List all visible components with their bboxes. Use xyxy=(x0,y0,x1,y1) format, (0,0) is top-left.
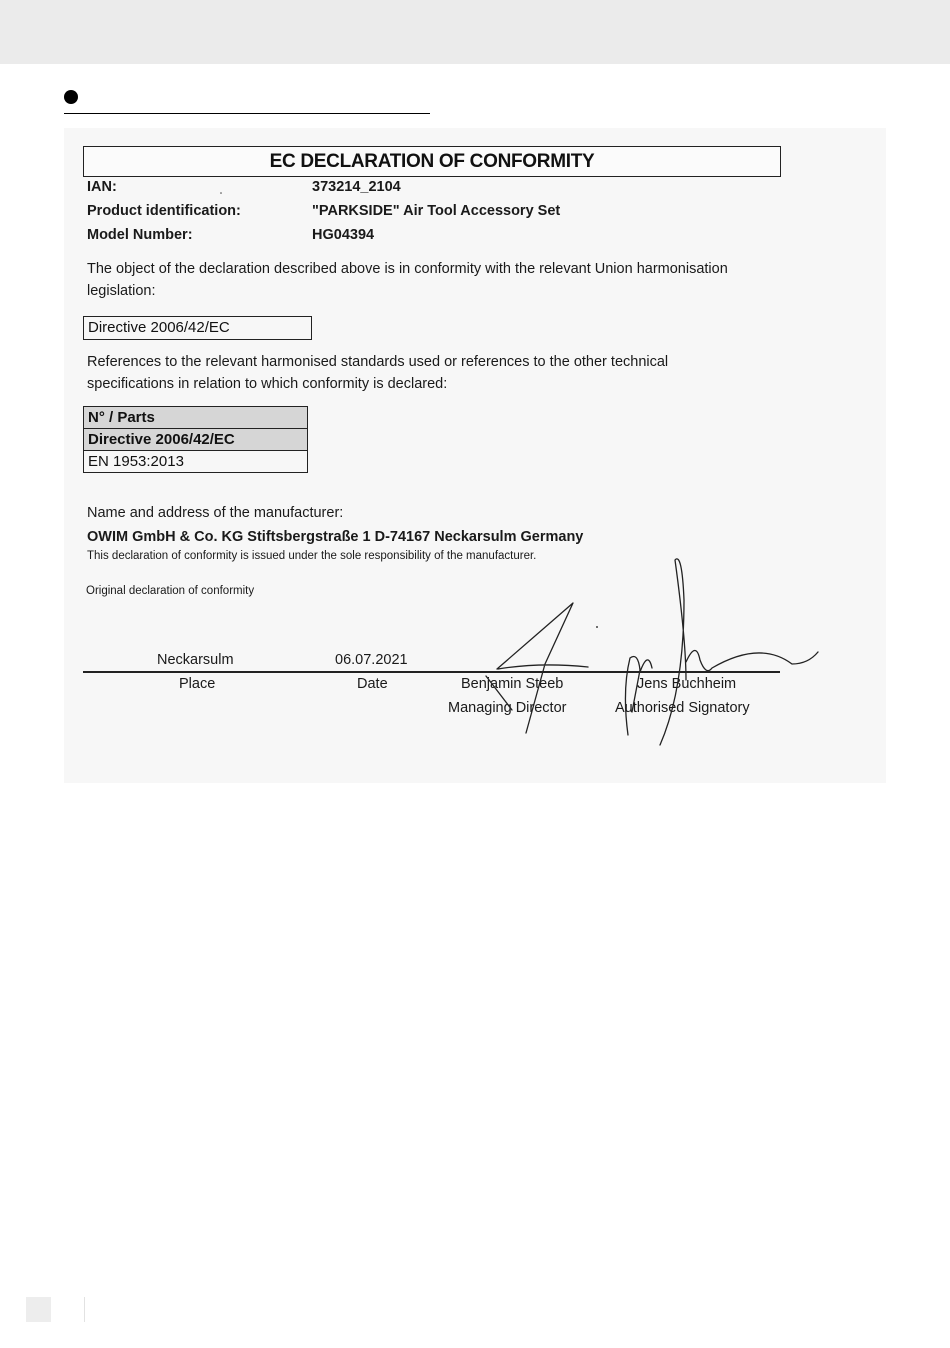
manufacturer-label: Name and address of the manufacturer: xyxy=(87,505,344,521)
date-value: 06.07.2021 xyxy=(335,652,408,668)
conformity-statement-line2: legislation: xyxy=(87,283,156,299)
directive-box: Directive 2006/42/EC xyxy=(83,316,312,340)
conformity-statement-line1: The object of the declaration described above is in conformity with the relevant Union harmonisation xyxy=(87,261,728,277)
ian-value: 373214_2104 xyxy=(312,179,401,195)
date-label: Date xyxy=(357,676,388,692)
declaration-title: EC DECLARATION OF CONFORMITY xyxy=(83,146,781,177)
signatory1-name: Benjamin Steeb xyxy=(461,676,564,692)
model-value: HG04394 xyxy=(312,227,375,243)
signatory2-title: Authorised Signatory xyxy=(615,700,750,716)
footer-divider xyxy=(84,1297,85,1322)
product-label: Product identification: xyxy=(87,203,241,219)
page-number-box xyxy=(26,1297,51,1322)
signature-steeb xyxy=(486,603,588,733)
references-line2: specifications in relation to which conformity is declared: xyxy=(87,376,448,392)
standards-standard-cell: EN 1953:2013 xyxy=(84,451,308,473)
ink-dot xyxy=(220,192,222,194)
product-value: "PARKSIDE" Air Tool Accessory Set xyxy=(312,203,561,219)
place-value: Neckarsulm xyxy=(157,652,234,668)
standards-directive-cell: Directive 2006/42/EC xyxy=(84,429,308,451)
references-line1: References to the relevant harmonised standards used or references to the other technical xyxy=(87,354,669,370)
manufacturer-address: OWIM GmbH & Co. KG Stiftsbergstraße 1 D-74167 Neckarsulm Germany xyxy=(87,529,584,545)
place-label: Place xyxy=(179,676,216,692)
signatory2-name: Jens Buchheim xyxy=(637,676,737,692)
responsibility-note: This declaration of conformity is issued under the sole responsibility of the manufacturer. xyxy=(87,550,537,562)
standards-header-cell: N° / Parts xyxy=(84,407,308,429)
signature-buchheim xyxy=(625,559,818,745)
ian-label: IAN: xyxy=(87,179,117,195)
original-note: Original declaration of conformity xyxy=(86,585,255,597)
signatory1-title: Managing Director xyxy=(448,700,567,716)
ink-dot xyxy=(596,626,598,628)
model-label: Model Number: xyxy=(87,227,193,243)
